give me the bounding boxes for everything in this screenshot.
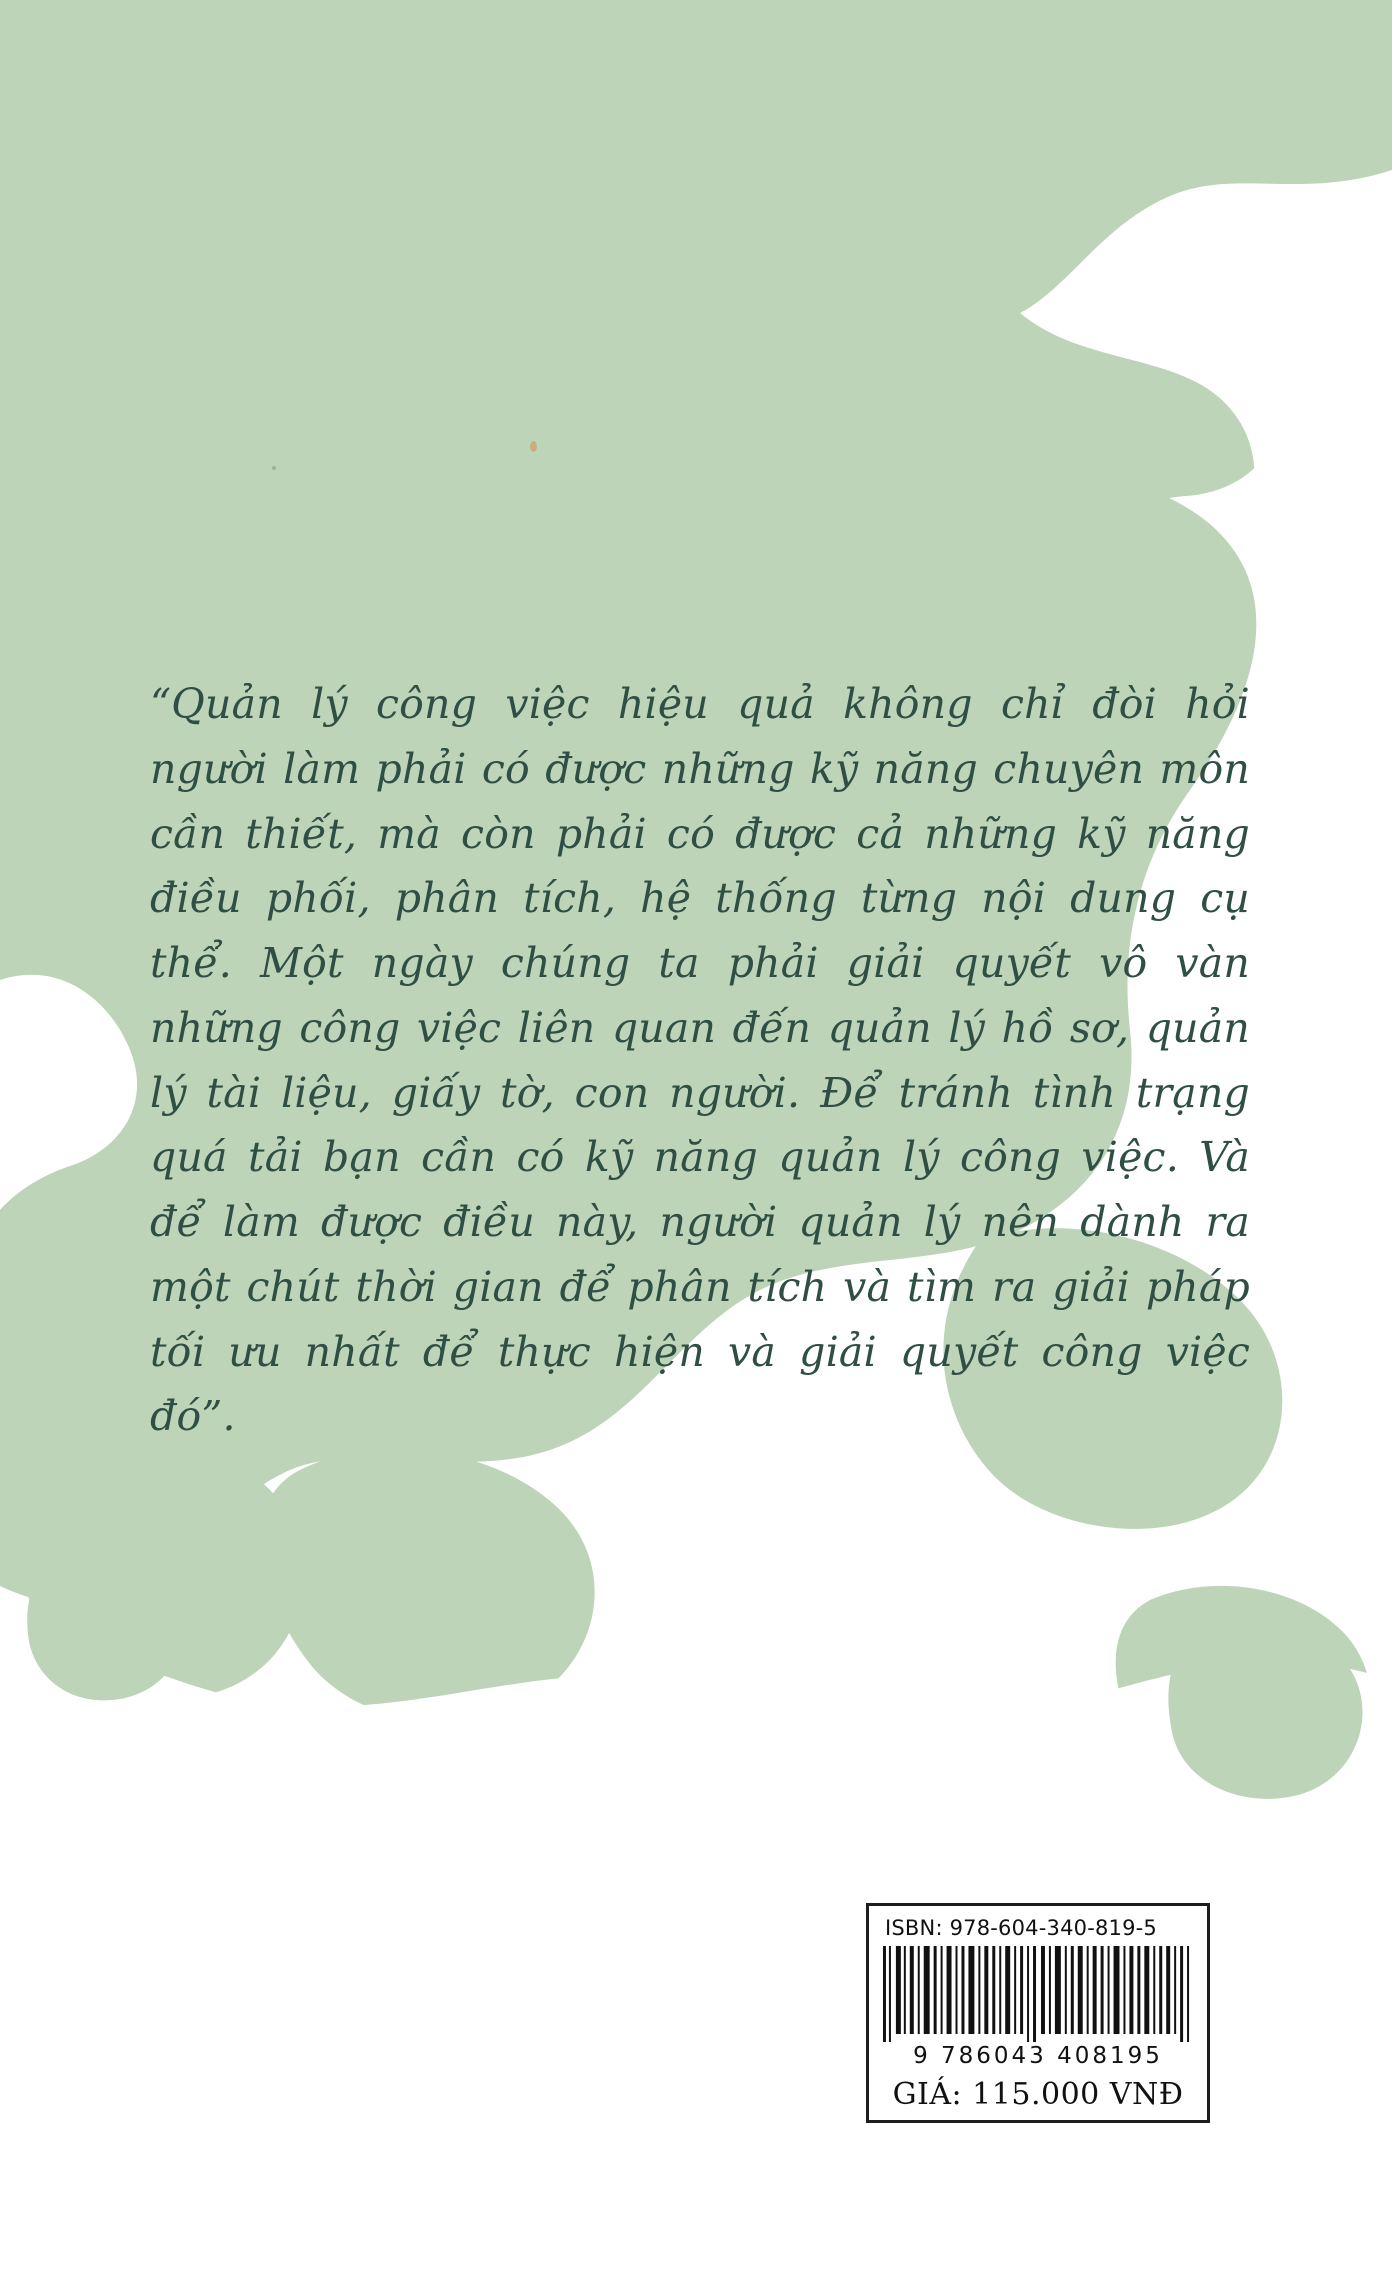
isbn-label: ISBN: 978-604-340-819-5 <box>885 1916 1157 1940</box>
price-label: GIÁ: 115.000 VNĐ <box>892 2077 1184 2112</box>
paper-speck <box>272 466 276 470</box>
barcode-digits: 9 786043 408195 <box>913 2043 1163 2069</box>
barcode-icon <box>879 1946 1197 2042</box>
quote-block <box>150 672 1250 1449</box>
quote-text: “Quản lý công việc hiệu quả không chỉ đòi hỏi người làm phải có được những kỹ năng chuyên môn cần thiết, mà còn phải có được cả những kỹ năng điều phối, phân tích, hệ thống từng nội dung cụ thể. Một ngày chúng ta phải giải quyết vô vàn những công việc liên quan đến quản lý hồ sơ, quản lý tài liệu, giấy tờ, con người. Để tránh tình trạng quá tải bạn cần có kỹ năng quản lý công việc. Và để làm được điều này, người quản lý nên dành ra một chút thời gian để phân tích và tìm ra giải pháp tối ưu nhất để thực hiện và giải quyết công việc đó”. <box>150 680 1250 1441</box>
paper-speck <box>530 441 537 452</box>
isbn-barcode-box <box>866 1903 1210 2123</box>
